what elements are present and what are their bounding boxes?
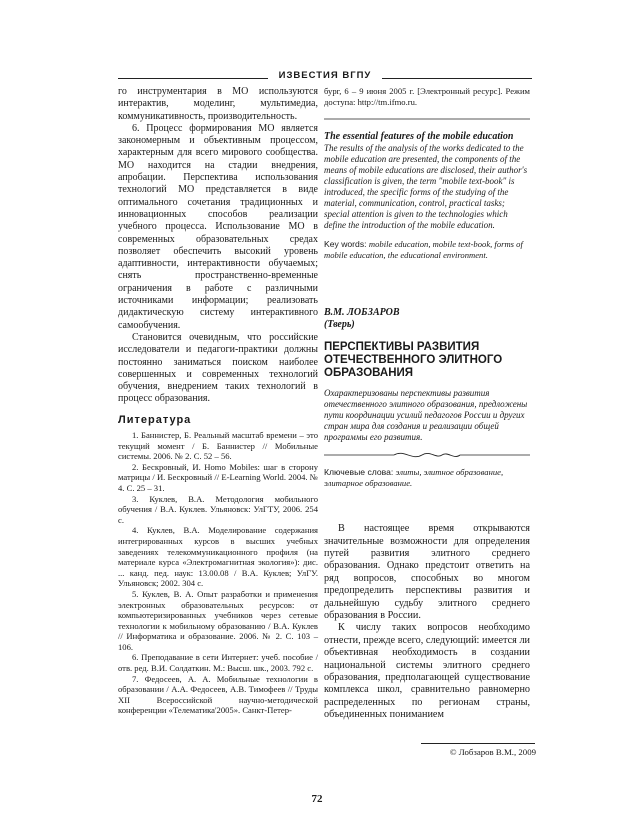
reference-item: 7. Федосеев, А. А. Мобильные технологии в образовании / А.А. Федосеев, А.В. Тимофеев // Труды XII Всероссийской научно-методической конференции «Телематика'2005». Санкт-Петер- [118,673,318,716]
header-rule-left [118,78,268,79]
english-keywords [324,239,530,261]
article-title: ПЕРСПЕКТИВЫ РАЗВИТИЯ ОТЕЧЕСТВЕННОГО ЭЛИТНОГО ОБРАЗОВАНИЯ [324,341,503,380]
reference-continuation: бург, 6 – 9 июня 2005 г. [Электронный ресурс]. Режим доступа: http://tm.ifmo.ru. [324,86,530,107]
ornament-divider-icon [324,113,530,125]
left-paragraph-1: го инструментария в МО используются интерактив, моделинг, мультимедиа, коммуникативность, производительность. [118,86,318,122]
left-paragraph-3: Становится очевидным, что российские исследователи и педагоги-практики должны постоянно заниматься поиском наиболее совершенных и современных технологий обучения, внедрением таких технологий в процесс образования. [118,331,318,405]
russian-keywords-label: Ключевые слова: [324,467,394,478]
author-name: В.М. ЛОБЗАРОВ [324,307,400,319]
left-paragraph-2: 6. Процесс формирования МО является закономерным и объективным процессом, характерным для всего мирового сообщества. МО находится на стадии внедрения, апробации. Перспектива использования технологий МО представляется в виде оптимального сочетания традиционных и инновационных способов реализации учебного процесса. Использование МО в современных образовательных средах позволяет обеспечить высокий уровень адаптивности, интерактивности обучаемых; снять пространственно-временные ограничения в работе с различными источниками информации; реализовать дидактическую систему интерактивного самообучения. [118,122,318,331]
english-abstract: The results of the analysis of the works dedicated to the mobile education are presented, the components of the means of mobile educations are disclosed, their author's classification is given, the term "mobile text-book" is introduced, the specific forms of the studying of the material, communication, control, practical tasks; special attention is given to the technologies which define the introduction of the mobile education. [324,143,528,231]
header-rule-right [382,78,532,79]
references-heading: Литература [118,413,192,426]
english-keywords-text: mobile education, mobile text-book, forms of mobile education, the educational environment. [324,239,523,261]
ornament-divider-icon [324,449,530,461]
reference-item: 4. Куклев, В.А. Моделирование содержания интегрированных курсов в высших учебных заведениях телекоммуникационного профиля (на материале курса «Электромагнитная экология»): дис. ... канд. пед. наук: 13.00.08 / В.А. Куклев; УлГУ. Ульяновск; 2002. 304 с. [118,525,318,589]
body-paragraph-2: К числу таких вопросов необходимо отнести, прежде всего, следующий: имеется ли объективная необходимость в создании национальной системы элитного среднего образования, предполагающей существование комплекса школ, сравнительно равномерно распределенных по регионам страны, объединенных пониманием [324,622,530,721]
reference-item: 1. Баннистер, Б. Реальный масштаб времени – это текущий момент / Б. Баннистер // Мобильные системы. 2006. № 2. С. 52 – 56. [118,430,318,462]
left-column [118,86,318,716]
reference-item: 5. Куклев, В. А. Опыт разработки и применения электронных образовательных ресурсов: от компьютеризированных учебников через сетевые технологии к мобильному образованию / В.А. Куклев // Информатика и образование. 2006. № 2. С. 103 – 106. [118,588,318,652]
russian-keywords [324,467,530,489]
reference-item: 2. Бескровный, И. Homo Mobiles: шаг в сторону матрицы / И. Бескровный // E-Learning World. 2004. № 4. С. 25 – 31. [118,461,318,493]
body-paragraph-1: В настоящее время открываются значительные возможности для определения путей развития элитного среднего образования. Однако предстоит ответить на ряд вопросов, способных во многом предопределить перспективы развития и дальнейшую судьбу элитного среднего образования в России. [324,523,530,622]
author-city: (Тверь) [324,319,355,331]
english-title: The essential features of the mobile education [324,131,514,143]
reference-item: 6. Преподавание в сети Интернет: учеб. пособие / отв. ред. В.И. Солдаткин. М.: Высш. шк., 2003. 792 с. [118,652,318,674]
right-column [324,86,530,722]
russian-keywords-text: элиты, элитное образование, элитарное образование. [324,467,504,489]
copyright-footnote: © Лобзаров В.М., 2009 [449,747,536,757]
russian-abstract: Охарактеризованы перспективы развития отечественного элитного образования, предложены пути координации усилий педагогов России и других стран мира для создания и реализации общей программы его развития. [324,388,528,443]
english-keywords-label: Key words: [324,239,367,250]
reference-list [118,430,318,716]
journal-title: ИЗВЕСТИЯ ВГПУ [278,70,372,81]
reference-item: 3. Куклев, В.А. Методология мобильного обучения / В.А. Куклев. Ульяновск: УлГТУ, 2006. 254 с. [118,493,318,525]
footnote-rule [421,743,535,744]
page-number: 72 [311,793,323,805]
